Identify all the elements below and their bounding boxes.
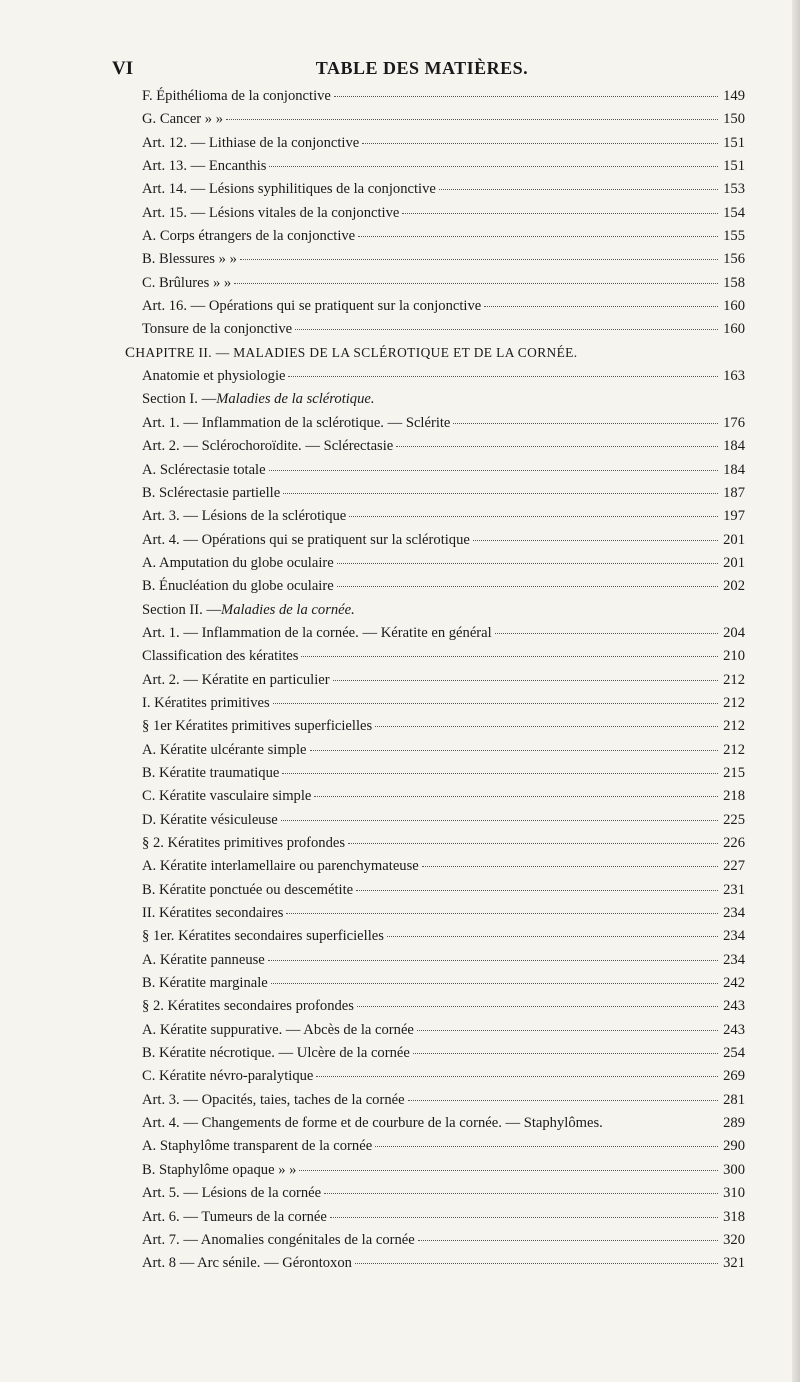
toc-page-number: 155 [723,228,745,245]
dot-leader [337,586,718,587]
toc-entry [133,1162,745,1185]
dot-leader [408,1100,718,1101]
section-title: Maladies de la cornée. [221,601,355,618]
running-title: TABLE DES MATIÈRES. [315,58,529,78]
toc-entry-title: Art. 14. — Lésions syphilitiques de la conjonctive [142,181,436,198]
dot-leader [330,1217,718,1218]
toc-entry [133,788,745,811]
toc-entry-title: C. Kératite névro-paralytique [142,1068,314,1085]
toc-entry-title: A. Sclérectasie totale [142,461,266,478]
toc-entry [133,555,745,578]
dot-leader [301,656,718,657]
toc-page-number: 321 [723,1255,745,1272]
dot-leader [234,283,718,284]
dot-leader [356,890,718,891]
toc-entry-title: Section I. — [142,391,217,408]
toc-entry [133,975,745,998]
toc-entry [133,532,745,555]
toc-page-number: 218 [723,788,745,805]
section-title: Maladies de la sclérotique. [216,391,375,408]
toc-page-number: 243 [723,998,745,1015]
toc-entry [133,321,745,344]
toc-entry [133,858,745,881]
toc-entry-title: B. Kératite ponctuée ou descemétite [142,881,354,898]
toc-entry-title: G. Cancer » » [142,111,224,128]
toc-page-number: 254 [723,1045,745,1062]
toc-entry [133,1068,745,1091]
dot-leader [226,119,718,120]
toc-entry-title: A. Kératite panneuse [142,951,265,968]
toc-page-number: 176 [723,414,745,431]
toc-entry [133,1185,745,1208]
toc-entry [133,882,745,905]
toc-page-number: 202 [723,578,745,595]
toc-entry [133,742,745,765]
dot-leader [418,1240,718,1241]
toc-entry [133,718,745,741]
toc-entry-title: Art. 15. — Lésions vitales de la conjonctive [142,204,400,221]
toc-entry [133,1045,745,1068]
dot-leader [357,1006,718,1007]
dot-leader [453,423,718,424]
dot-leader [349,516,718,517]
dot-leader [240,259,718,260]
dot-leader [473,540,718,541]
page-header [112,58,732,82]
toc-entry [133,275,745,298]
toc-entry-title: Art. 2. — Kératite en particulier [142,671,330,688]
table-of-contents [125,88,745,1279]
toc-page-number: 187 [723,484,745,501]
toc-page-number: 234 [723,951,745,968]
dot-leader [375,726,718,727]
toc-page-number: 156 [723,251,745,268]
dot-leader [273,703,718,704]
toc-page-number: 153 [723,181,745,198]
toc-page-number: 227 [723,858,745,875]
toc-entry-title: Art. 3. — Opacités, taies, taches de la cornée [142,1091,405,1108]
toc-entry [133,648,745,671]
dot-leader [337,563,718,564]
toc-entry-title: Art. 13. — Encanthis [142,158,267,175]
toc-page-number: 210 [723,648,745,665]
dot-leader [417,1030,718,1031]
toc-entry-title: Art. 8 — Arc sénile. — Gérontoxon [142,1255,352,1272]
toc-entry-title: B. Énucléation du globe oculaire [142,578,334,595]
toc-entry-title: Art. 1. — Inflammation de la cornée. — Kératite en général [142,624,492,641]
toc-entry-title: Art. 5. — Lésions de la cornée [142,1185,322,1202]
toc-entry-title: B. Sclérectasie partielle [142,484,281,501]
toc-entry [133,1232,745,1255]
toc-page-number: 215 [723,764,745,781]
toc-page-number: 281 [723,1091,745,1108]
toc-entry-title: CHAPITRE II. — MALADIES DE LA SCLÉROTIQUE ET DE LA CORNÉE. [125,344,578,361]
page-edge-shadow [792,0,800,1382]
toc-entry [133,1092,745,1115]
toc-page-number: 184 [723,438,745,455]
toc-page-number: 201 [723,531,745,548]
toc-page-number: 243 [723,1021,745,1038]
toc-entry-title: A. Kératite suppurative. — Abcès de la cornée [142,1021,414,1038]
toc-entry [133,812,745,835]
dot-leader [299,1170,718,1171]
toc-section-heading [133,602,745,625]
dot-leader [310,750,718,751]
toc-entry [133,672,745,695]
toc-entry [133,578,745,601]
toc-entry-title: Art. 12. — Lithiase de la conjonctive [142,134,360,151]
toc-entry [133,765,745,788]
toc-entry [133,158,745,181]
toc-entry [133,1115,745,1138]
toc-page-number: 234 [723,905,745,922]
toc-entry-title: B. Staphylôme opaque » » [142,1161,297,1178]
toc-page-number: 184 [723,461,745,478]
toc-page-number: 150 [723,111,745,128]
toc-entry [133,905,745,928]
toc-entry-title: Art. 2. — Sclérochoroïdite. — Sclérectasie [142,438,394,455]
toc-entry-title: Art. 4. — Opérations qui se pratiquent sur la sclérotique [142,531,470,548]
toc-page-number: 320 [723,1231,745,1248]
toc-entry [133,228,745,251]
toc-entry [133,462,745,485]
toc-entry-title: A. Amputation du globe oculaire [142,554,334,571]
toc-entry-title: A. Kératite ulcérante simple [142,741,307,758]
toc-entry-title: Classification des kératites [142,648,299,665]
dot-leader [283,493,718,494]
toc-page-number: 212 [723,718,745,735]
toc-entry-title: D. Kératite vésiculeuse [142,811,278,828]
dot-leader [333,680,718,681]
toc-entry-title: B. Kératite marginale [142,975,268,992]
toc-page-number: 310 [723,1185,745,1202]
toc-entry [133,485,745,508]
toc-entry [133,415,745,438]
dot-leader [422,866,718,867]
toc-entry-title: Art. 6. — Tumeurs de la cornée [142,1208,327,1225]
toc-page-number: 149 [723,88,745,104]
toc-entry-title: Art. 3. — Lésions de la sclérotique [142,508,347,525]
dot-leader [402,213,718,214]
toc-entry-title: Art. 7. — Anomalies congénitales de la cornée [142,1231,415,1248]
toc-page-number: 290 [723,1138,745,1155]
dot-leader [282,773,718,774]
toc-entry-title: B. Kératite nécrotique. — Ulcère de la cornée [142,1045,410,1062]
toc-entry-title: I. Kératites primitives [142,694,270,711]
toc-page-number: 151 [723,134,745,151]
toc-entry [133,695,745,718]
toc-entry [133,1022,745,1045]
toc-entry-title: A. Corps étrangers de la conjonctive [142,228,356,245]
toc-page-number: 160 [723,321,745,338]
toc-entry-title: Anatomie et physiologie [142,368,286,385]
toc-page-number: 226 [723,835,745,851]
toc-page-number: 269 [723,1068,745,1085]
toc-entry [133,1138,745,1161]
toc-entry [133,298,745,321]
toc-entry [133,835,745,858]
toc-entry [133,998,745,1021]
dot-leader [355,1263,718,1264]
toc-page-number: 151 [723,158,745,175]
dot-leader [314,796,718,797]
toc-entry-title: § 2. Kératites primitives profondes [142,835,346,851]
dot-leader [281,820,718,821]
toc-entry [133,135,745,158]
dot-leader [271,983,718,984]
toc-page-number: 225 [723,811,745,828]
dot-leader [348,843,718,844]
toc-entry [133,508,745,531]
toc-entry-title: Art. 16. — Opérations qui se pratiquent sur la conjonctive [142,298,482,315]
toc-page-number: 163 [723,368,745,385]
toc-entry [133,251,745,274]
dot-leader [288,376,718,377]
toc-entry-title: Art. 4. — Changements de forme et de courbure de la cornée. — Staphylômes. [142,1115,603,1132]
dot-leader [286,913,718,914]
toc-entry-title: Art. 1. — Inflammation de la sclérotique. — Sclérite [142,414,451,431]
toc-section-heading [133,391,745,414]
dot-leader [268,960,718,961]
toc-entry [133,438,745,461]
toc-entry-title: § 1er. Kératites secondaires superficielles [142,928,384,945]
toc-entry [133,1209,745,1232]
toc-entry-title: B. Kératite traumatique [142,764,280,781]
toc-page-number: 231 [723,881,745,898]
page-number: VI [112,58,134,79]
toc-page-number: 204 [723,624,745,641]
dot-leader [375,1146,718,1147]
toc-entry [133,368,745,391]
toc-page-number: 201 [723,554,745,571]
dot-leader [324,1193,718,1194]
dot-leader [484,306,718,307]
toc-entry [133,205,745,228]
toc-page-number: 289 [723,1115,745,1132]
dot-leader [413,1053,718,1054]
dot-leader [358,236,718,237]
dot-leader [396,446,718,447]
toc-chapter-heading [125,345,745,368]
toc-entry [133,952,745,975]
toc-entry [133,88,745,111]
toc-page-number: 318 [723,1208,745,1225]
toc-page-number: 242 [723,975,745,992]
dot-leader [495,633,718,634]
toc-page-number: 154 [723,204,745,221]
toc-page-number: 212 [723,694,745,711]
toc-page-number: 212 [723,741,745,758]
dot-leader [362,143,718,144]
toc-entry [133,111,745,134]
toc-entry-title: § 2. Kératites secondaires profondes [142,998,354,1015]
toc-entry [133,928,745,951]
toc-entry-title: Tonsure de la conjonctive [142,321,293,338]
toc-page-number: 234 [723,928,745,945]
dot-leader [316,1076,718,1077]
toc-page-number: 158 [723,274,745,291]
dot-leader [439,189,718,190]
toc-entry-title: F. Épithélioma de la conjonctive [142,88,331,104]
toc-entry-title: C. Kératite vasculaire simple [142,788,312,805]
dot-leader [269,166,718,167]
toc-entry-title: A. Staphylôme transparent de la cornée [142,1138,373,1155]
dot-leader [334,96,718,97]
toc-entry [133,181,745,204]
dot-leader [269,470,718,471]
toc-entry [133,625,745,648]
toc-entry-title: Section II. — [142,601,222,618]
toc-page-number: 300 [723,1161,745,1178]
toc-page-number: 197 [723,508,745,525]
toc-entry-title: C. Brûlures » » [142,274,232,291]
toc-entry-title: A. Kératite interlamellaire ou parenchymateuse [142,858,419,875]
toc-page-number: 212 [723,671,745,688]
dot-leader [295,329,718,330]
toc-entry-title: II. Kératites secondaires [142,905,284,922]
toc-entry-title: § 1er Kératites primitives superficielles [142,718,373,735]
dot-leader [387,936,718,937]
toc-entry-title: B. Blessures » » [142,251,237,268]
toc-entry [133,1255,745,1278]
toc-page-number: 160 [723,298,745,315]
